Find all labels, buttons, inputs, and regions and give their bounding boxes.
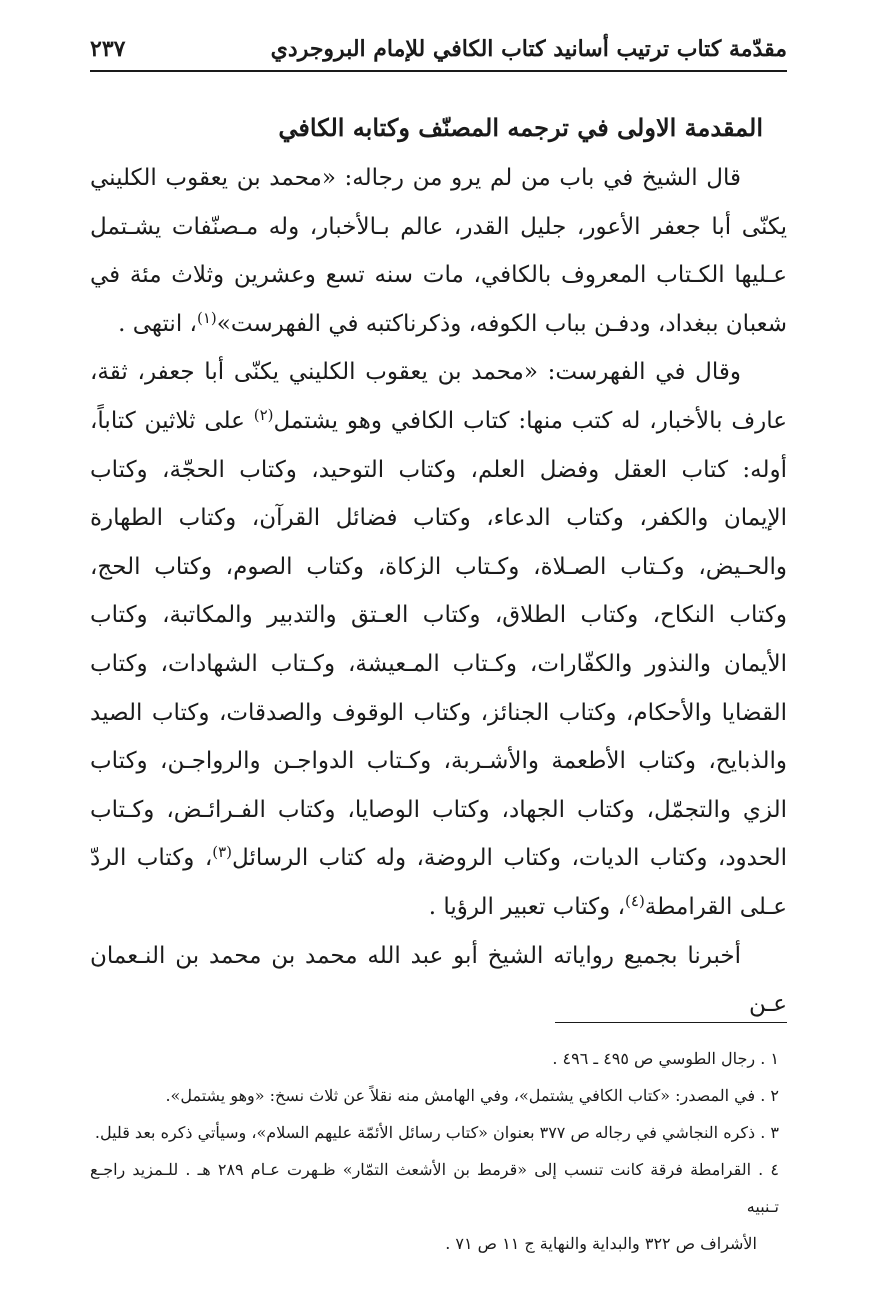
footnote-4: [90, 1151, 779, 1262]
paragraph-3: [90, 932, 787, 1029]
header-title: مقدّمة كتاب ترتيب أسانيد كتاب الكافي للإمام البروجردي: [270, 36, 787, 62]
footnote-2: ٢ . في المصدر: «كتاب الكافي يشتمل»، وفي الهامش منه نقلاً عن ثلاث نسخ: «وهو يشتمل».: [165, 1086, 779, 1105]
paragraph-2-part-a: وقال في الفهرست: «محمد بن يعقوب الكليني يكنّى أبا جعفر، ثقة، عارف بالأخبار، له كتب منها: كتاب الكافي وهو يشتمل: [90, 359, 787, 434]
running-header: [90, 30, 787, 72]
footnote-separator: [555, 1022, 787, 1023]
paragraph-2-part-c: ، وكتاب الردّ عـلى القرامطة: [90, 845, 787, 920]
section-title: المقدمة الاولى في ترجمه المصنّف وكتابه الكافي: [278, 113, 763, 142]
footnotes: [90, 1040, 779, 1262]
footnote-ref-3[interactable]: (٣): [212, 843, 233, 862]
paragraph-2-part-d: ، وكتاب تعبير الرؤيا .: [428, 893, 626, 920]
paragraph-1-end: ، انتهى .: [118, 310, 197, 337]
footnote-4-line-1: ٤ . القرامطة فرقة كانت تنسب إلى «قرمط بن الأشعث التمّار» ظـهرت عـام ٢٨٩ هـ . للـمزيد راجـع تـنبيه: [90, 1160, 780, 1216]
paragraph-3-text: أخبرنا بجميع رواياته الشيخ أبو عبد الله محمد بن محمد بن النـعمان عـن: [90, 942, 787, 1018]
main-text: [90, 104, 787, 1029]
footnote-ref-2[interactable]: (٢): [253, 405, 274, 424]
footnote-ref-1[interactable]: (١): [196, 308, 217, 327]
paragraph-2-part-b: على ثلاثين كتاباً، أوله: كتاب العقل وفضل العلم، وكتاب التوحيد، وكتاب الحجّة، وكتاب الإيمان والكفر، وكتاب الدعاء، وكتاب فضائل القرآن، وكتاب الطهارة والحـيض، وكـتاب الصـلاة، وكـتاب الزكاة، وكتاب الصوم، وكتاب الحج، وكتاب النكاح، وكتاب الطلاق، وكتاب العـتق والتدبير والمكاتبة، وكتاب الأيمان والنذور والكفّارات، وكـتاب المـعيشة، وكـتاب الشهادات، وكتاب القضايا والأحكام، وكتاب الجنائز، وكتاب الوقوف والصدقات، وكتاب الصيد والذبايح، وكتاب الأطعمة والأشـربة، وكـتاب الدواجـن والرواجـن، وكتاب الزي والتجمّل، وكتاب الجهاد، وكتاب الوصايا، وكتاب الفـرائـض، وكـتاب الحدود، وكتاب الديات، وكتاب الروضة، وله كتاب الرسائل: [90, 407, 787, 872]
footnote-1: ١ . رجال الطوسي ص ٤٩٥ ـ ٤٩٦ .: [552, 1049, 779, 1068]
paragraph-2: [90, 348, 787, 931]
page-number: ٢٣٧: [90, 36, 126, 62]
footnote-4-line-2: الأشراف ص ٣٢٢ والبداية والنهاية ج ١١ ص ٧١ .: [445, 1234, 757, 1253]
paragraph-1: [90, 154, 787, 348]
footnote-3: ٣ . ذكره النجاشي في رجاله ص ٣٧٧ بعنوان «كتاب رسائل الأئمّة عليهم السلام»، وسيأتي ذكره بعد قليل.: [94, 1123, 779, 1142]
paragraph-1-text: قال الشيخ في باب من لم يرو من رجاله: «محمد بن يعقوب الكليني يكنّى أبا جعفر الأعور، جليل القدر، عالم بـالأخبار، وله مـصنّفات يشـتمل عـليها الكـتاب المعروف بالكافي، مات سنه تسع وعشرين وثلاث مئة في شعبان ببغداد، ودفـن بباب الكوفه، وذكرناكتبه في الفهرست»: [90, 165, 787, 337]
footnote-ref-4[interactable]: (٤): [625, 891, 645, 910]
